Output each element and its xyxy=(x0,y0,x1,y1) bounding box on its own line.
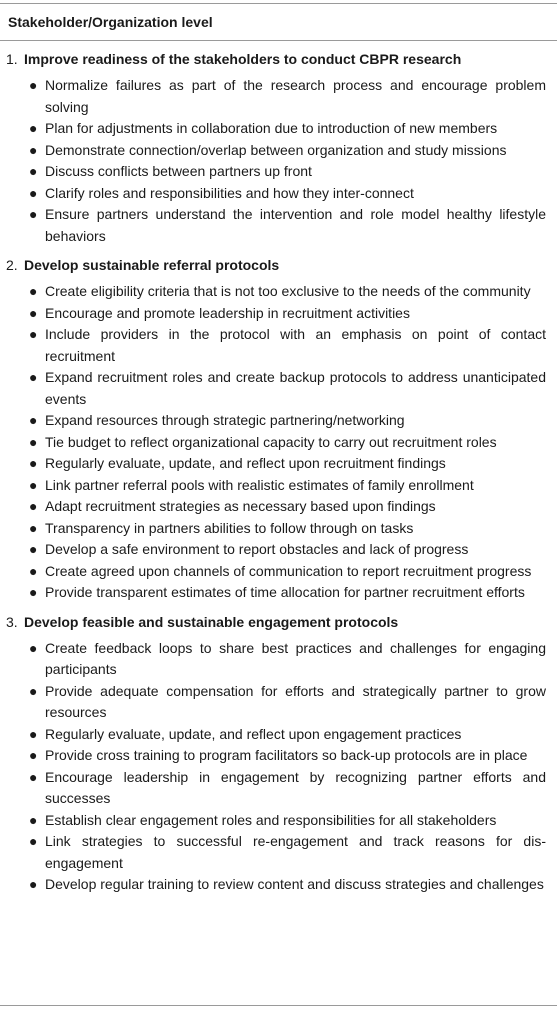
list-item-text: Encourage leadership in engagement by recognizing partner efforts and successes xyxy=(45,768,546,806)
bullet-icon: ● xyxy=(29,326,38,342)
list-item xyxy=(0,303,557,325)
list-item xyxy=(0,281,557,303)
list-item-text: Establish clear engagement roles and responsibilities for all stakeholders xyxy=(45,811,497,828)
bullet-icon: ● xyxy=(29,476,38,493)
section-title: Develop sustainable referral protocols xyxy=(24,257,280,273)
bullet-icon: ● xyxy=(29,639,38,656)
bullet-icon: ● xyxy=(29,77,38,93)
list-item-text: Include providers in the protocol with an emphasis on point of contact recruitment xyxy=(45,326,546,364)
list-item xyxy=(0,453,557,475)
bullet-list xyxy=(0,638,557,896)
section-number: 1. xyxy=(6,51,18,67)
bullet-icon: ● xyxy=(29,682,38,699)
section-title: Develop feasible and sustainable engagement protocols xyxy=(24,613,399,630)
list-item xyxy=(0,724,557,746)
list-item xyxy=(0,367,557,410)
bullet-icon: ● xyxy=(29,120,38,136)
list-item xyxy=(0,432,557,454)
list-item-text: Provide adequate compensation for efforts and strategically partner to grow resources xyxy=(45,682,546,720)
section-number: 3. xyxy=(6,613,18,630)
list-item-text: Expand resources through strategic partnering/networking xyxy=(45,412,405,428)
list-item xyxy=(0,767,557,810)
header-rule xyxy=(0,40,557,41)
table-header: Stakeholder/Organization level xyxy=(8,14,213,30)
bullet-icon: ● xyxy=(29,562,38,579)
list-item xyxy=(0,496,557,518)
bullet-icon: ● xyxy=(29,811,38,828)
list-item-text: Ensure partners understand the intervention and role model healthy lifestyle behaviors xyxy=(45,206,546,244)
bottom-rule xyxy=(0,1005,557,1006)
bullet-icon: ● xyxy=(29,369,38,385)
bullet-icon: ● xyxy=(29,433,38,450)
list-item xyxy=(0,518,557,540)
section-engagement xyxy=(0,612,557,896)
bullet-icon: ● xyxy=(29,184,38,201)
bullet-icon: ● xyxy=(29,498,38,514)
list-item-text: Provide transparent estimates of time allocation for partner recruitment efforts xyxy=(45,584,525,600)
list-item xyxy=(0,638,557,681)
list-item-text: Transparency in partners abilities to follow through on tasks xyxy=(45,519,414,536)
list-item-text: Encourage and promote leadership in recruitment activities xyxy=(45,304,410,321)
list-item-text: Link strategies to successful re-engagement and track reasons for dis-engagement xyxy=(45,833,546,871)
list-item-text: Create eligibility criteria that is not too exclusive to the needs of the community xyxy=(45,283,531,299)
bullet-icon: ● xyxy=(29,833,38,849)
list-item-text: Discuss conflicts between partners up front xyxy=(45,163,312,179)
list-item-text: Adapt recruitment strategies as necessary based upon findings xyxy=(45,498,436,514)
bullet-icon: ● xyxy=(29,876,38,892)
list-item-text: Create feedback loops to share best practices and challenges for engaging participants xyxy=(45,639,546,677)
list-item xyxy=(0,140,557,162)
list-item xyxy=(0,410,557,432)
list-item-text: Plan for adjustments in collaboration due to introduction of new members xyxy=(45,120,498,136)
top-rule xyxy=(0,3,557,4)
bullet-icon: ● xyxy=(29,541,38,557)
table-body xyxy=(0,49,557,904)
bullet-list xyxy=(0,75,557,247)
list-item xyxy=(0,582,557,604)
section-heading xyxy=(0,49,557,70)
list-item xyxy=(0,161,557,183)
bullet-icon: ● xyxy=(29,206,38,222)
list-item-text: Create agreed upon channels of communication to report recruitment progress xyxy=(45,562,532,579)
list-item-text: Expand recruitment roles and create backup protocols to address unanticipated events xyxy=(45,369,546,407)
bullet-icon: ● xyxy=(29,412,38,428)
section-referral xyxy=(0,255,557,604)
bullet-icon: ● xyxy=(29,283,38,299)
bullet-icon: ● xyxy=(29,163,38,179)
section-heading xyxy=(0,612,557,633)
list-item xyxy=(0,539,557,561)
list-item xyxy=(0,745,557,767)
bullet-icon: ● xyxy=(29,141,38,158)
list-item-text: Develop a safe environment to report obstacles and lack of progress xyxy=(45,541,469,557)
section-number: 2. xyxy=(6,257,18,273)
bullet-icon: ● xyxy=(29,304,38,321)
bullet-icon: ● xyxy=(29,455,38,471)
list-item xyxy=(0,75,557,118)
list-item xyxy=(0,324,557,367)
list-item-text: Link partner referral pools with realistic estimates of family enrollment xyxy=(45,476,474,493)
list-item xyxy=(0,475,557,497)
section-readiness xyxy=(0,49,557,247)
list-item xyxy=(0,118,557,140)
list-item-text: Clarify roles and responsibilities and how they inter-connect xyxy=(45,184,414,201)
list-item xyxy=(0,810,557,832)
bullet-icon: ● xyxy=(29,584,38,600)
list-item xyxy=(0,831,557,874)
bullet-icon: ● xyxy=(29,747,38,763)
list-item-text: Regularly evaluate, update, and reflect upon engagement practices xyxy=(45,725,462,742)
bullet-icon: ● xyxy=(29,725,38,742)
list-item xyxy=(0,204,557,247)
list-item-text: Provide cross training to program facilitators so back-up protocols are in place xyxy=(45,747,528,763)
section-heading xyxy=(0,255,557,276)
bullet-list xyxy=(0,281,557,604)
list-item xyxy=(0,561,557,583)
list-item xyxy=(0,681,557,724)
list-item-text: Regularly evaluate, update, and reflect upon recruitment findings xyxy=(45,455,446,471)
section-title: Improve readiness of the stakeholders to conduct CBPR research xyxy=(24,51,462,67)
bullet-icon: ● xyxy=(29,519,38,536)
list-item xyxy=(0,874,557,896)
list-item-text: Tie budget to reflect organizational capacity to carry out recruitment roles xyxy=(45,433,497,450)
bullet-icon: ● xyxy=(29,768,38,785)
list-item xyxy=(0,183,557,205)
list-item-text: Develop regular training to review content and discuss strategies and challenges xyxy=(45,876,544,892)
list-item-text: Demonstrate connection/overlap between organization and study missions xyxy=(45,141,507,158)
list-item-text: Normalize failures as part of the research process and encourage problem solving xyxy=(45,77,546,115)
